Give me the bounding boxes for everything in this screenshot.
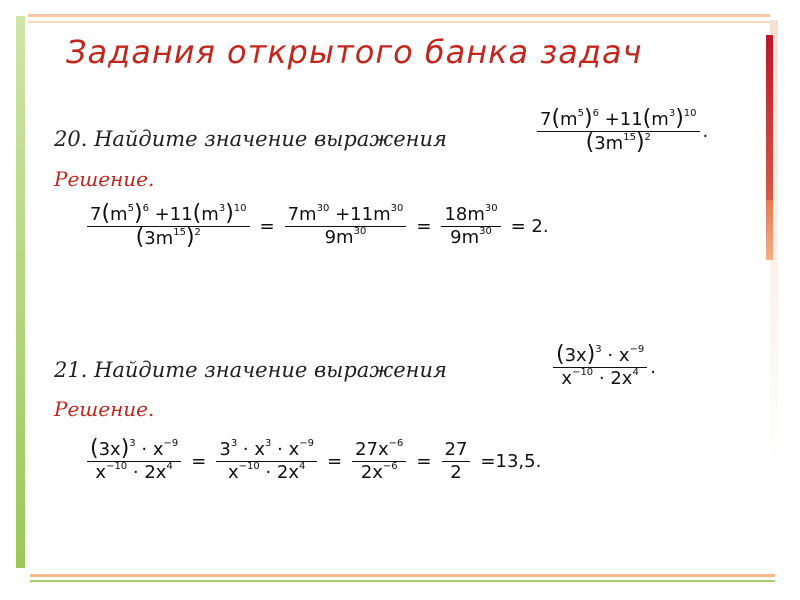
term: 3x [98,439,121,460]
term: x [95,462,107,483]
numerator [285,204,407,226]
denominator [358,462,401,484]
task-20-expression [534,108,708,155]
exp: 15 [623,132,636,143]
exp: 3 [218,203,226,214]
task-21-text: 21. Найдите значение выражения [54,358,447,382]
exp: 5 [127,203,134,214]
task-21-solution [84,438,548,484]
result: =13,5. [480,450,542,472]
fraction [442,439,471,484]
exp: 15 [173,227,186,238]
equals-sign: = [416,216,432,237]
var: m [560,109,578,130]
var: m [651,109,669,130]
fraction [537,108,700,155]
fraction [87,438,181,484]
frame-right-accent-lower [766,200,773,260]
numerator [216,439,317,461]
exp: 30 [484,203,498,214]
term: 9m [450,227,480,248]
term: · 2x [132,462,167,483]
exp: −10 [238,460,260,472]
exp: 4 [632,367,639,378]
outer-exp: 6 [142,203,149,214]
var: m [201,204,219,225]
result: = 2. [510,216,549,237]
exp: −9 [299,437,314,449]
equals-sign: = [259,216,275,237]
task-20-solution [84,203,556,250]
page-title: Задания открытого банка задач [66,33,643,71]
coef: 7 [540,109,552,130]
term: · x [277,438,300,460]
exp: 30 [390,203,404,214]
fraction [441,204,500,249]
frame-bottom-line [30,574,775,577]
exp: 5 [577,108,584,119]
numerator: $7(m^5)^6 +11(m^3)^{10}$ [90,201,247,226]
var: m [110,204,128,225]
exp: 4 [299,460,306,472]
term: · 2x [598,368,633,389]
task-21-expression [550,344,656,390]
denominator [447,227,495,249]
task-21-solution-label: Решение. [54,397,155,421]
outer-exp: 10 [683,108,697,119]
numerator: $(3x)^3 \cdot x^{-9}$ [556,342,645,367]
frame-bottom-line-secondary [30,580,775,582]
numerator [441,204,500,226]
term: 3m [594,133,624,154]
numerator: $7(m^5)^6 +11(m^3)^{10}$ [540,106,697,131]
outer-exp: 6 [592,108,599,119]
term: x [227,461,239,483]
frame-left-rail [16,16,25,568]
exp: −10 [572,367,594,378]
exp: −10 [106,461,128,472]
denominator [225,462,308,484]
exp: −9 [163,438,179,449]
trailing-dot: . [702,121,709,142]
denominator [558,368,641,390]
term: 3m [144,228,174,249]
term: 9m [324,227,354,248]
frame-right-accent [766,35,773,205]
trailing-dot: . [650,356,656,378]
exp: 3 [595,344,602,355]
exp: −6 [388,437,404,449]
equals-sign: = [416,450,432,472]
exp: 3 [668,108,676,119]
coef: +11 [154,204,193,225]
term: · x [141,439,164,460]
equals-sign: = [191,450,207,472]
fraction [352,439,406,484]
exp: 30 [353,226,367,237]
task-20-solution-label: Решение. [54,167,155,191]
denominator: 2 [450,461,462,483]
term: 3x [564,345,587,366]
term: x [561,368,573,389]
numerator: 27 [444,438,468,460]
outer-exp: 2 [644,132,651,143]
task-20-text: 20. Найдите значение выражения [54,127,447,151]
exp: 4 [166,461,173,472]
term: · x [242,438,266,460]
coef: +11 [604,109,643,130]
fraction [285,204,407,249]
denominator [322,227,370,249]
fraction [216,439,317,484]
denominator [92,462,175,484]
term: 3 [219,438,231,460]
denominator: $(3m^{15})^2$ [135,225,201,250]
equals-sign: = [327,450,343,472]
term: 27x [355,438,389,460]
term: 18m [444,204,485,225]
exp: 3 [230,437,238,449]
denominator: $(3m^{15})^2$ [585,130,651,155]
exp: −6 [382,460,398,472]
fraction [87,203,250,250]
exp: 3 [129,438,136,449]
term: · x [607,345,630,366]
exp: 30 [316,203,330,214]
outer-exp: 2 [194,227,201,238]
exp: −9 [629,344,645,355]
outer-exp: 10 [233,203,247,214]
term: · 2x [265,461,300,483]
numerator: $(3x)^3 \cdot x^{-9}$ [90,436,179,461]
term: 7m [287,204,317,225]
numerator [352,439,406,461]
term: 2x [360,461,383,483]
exp: 30 [479,226,492,237]
fraction [553,344,647,390]
frame-top-line-secondary [28,21,770,23]
term: +11m [335,204,391,225]
coef: 7 [90,204,102,225]
frame-top-line [28,14,770,17]
exp: 3 [265,437,272,449]
